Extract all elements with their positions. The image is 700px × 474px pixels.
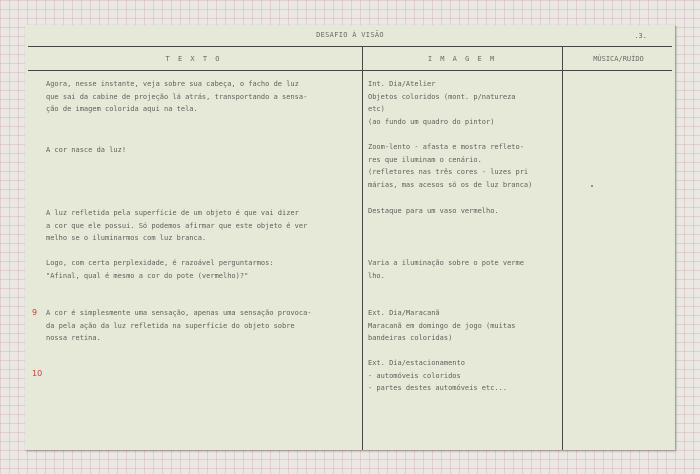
- header-rule: [28, 70, 672, 71]
- script-sheet: [25, 25, 675, 450]
- row-5-texto: A cor é simplesmente uma sensação, apenas uma sensação provoca- da pela ação da luz refletida na superfície do objeto sobre nossa retina.: [46, 309, 312, 342]
- column-divider-texto-imagem: [362, 46, 363, 450]
- margin-number-10: 10: [32, 369, 43, 378]
- column-divider-imagem-musica: [562, 46, 563, 450]
- top-rule: [28, 46, 672, 47]
- row-5-imagem: Ext. Dia/Maracanã Maracanã em domingo de jogo (muitas bandeiras coloridas): [368, 309, 516, 342]
- row-1-imagem: Int. Dia/Atelier Objetos coloridos (mont. p/natureza etc) (ao fundo um quadro do pintor): [368, 80, 516, 126]
- row-6-imagem: Ext. Dia/estacionamento - automóveis coloridos - partes destes automóveis etc...: [368, 359, 508, 392]
- row-4-texto: Logo, com certa perplexidade, é razoável perguntarmos: "Afinal, qual é mesmo a cor do pote (vermelho)?": [46, 259, 274, 280]
- ink-speck: [591, 185, 593, 187]
- column-header-musica: MÚSICA/RUÍDO: [593, 55, 644, 63]
- column-header-imagem: I M A G E M: [427, 55, 497, 63]
- row-3-texto: A luz refletida pela superfície de um objeto é que vai dizer a cor que ele possui. Só podemos afirmar que este objeto é ver melho se o iluminarmos com luz branca.: [46, 209, 308, 242]
- row-2-texto: A cor nasce da luz!: [46, 146, 127, 154]
- margin-number-9: 9: [32, 308, 38, 317]
- document-title: DESAFIO À VISÃO: [316, 31, 384, 39]
- row-4-imagem: Varia a iluminação sobre o pote verme lho.: [368, 259, 524, 280]
- row-3-imagem: Destaque para um vaso vermelho.: [368, 207, 499, 215]
- row-1-texto: Agora, nesse instante, veja sobre sua cabeça, o facho de luz que sai da cabine de projeção lá atrás, transportando a sensa- ção de imagem colorida aqui na tela.: [46, 80, 308, 113]
- page-number: .3.: [634, 32, 647, 40]
- row-2-imagem: Zoom-lento - afasta e mostra refleto- res que iluminam o cenário. (refletores nas três cores - luzes pri márias, mas acesos só os de luz branca): [368, 143, 533, 189]
- column-header-texto: T E X T O: [165, 55, 222, 63]
